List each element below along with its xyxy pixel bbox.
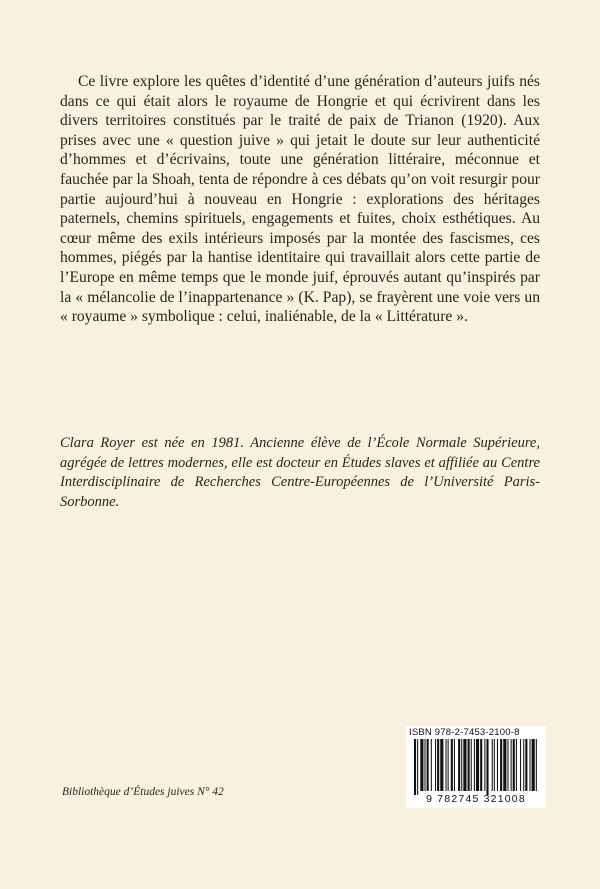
barcode-icon: [406, 739, 546, 795]
author-bio: Clara Royer est née en 1981. Ancienne élève de l’École Normale Supérieure, agrégée de lettres modernes, elle est docteur en Études slaves et affiliée au Centre Interdisciplinaire de Recherches Centre-Européennes de l’Université Paris-Sorbonne.: [60, 435, 540, 510]
isbn-label: ISBN 978-2-7453-2100-8: [409, 727, 520, 738]
barcode-block: [406, 726, 546, 808]
book-blurb: Ce livre explore les quêtes d’identité d’une génération d’auteurs juifs nés dans ce qui était alors le royaume de Hongrie et qui écrivirent dans les divers territoires constitués par le traité de paix de Trianon (1920). Aux prises avec une « question juive » qui jetait le doute sur leur authenticité d’hommes et d’écrivains, toute une génération littéraire, méconnue et fauchée par la Shoah, tenta de répondre à ces débats qu’on voit resurgir pour partie aujourd’hui à nouveau en Hongrie : explorations des héritages paternels, chemins spirituels, engagements et fuites, choix esthétiques. Au cœur même des exils intérieurs imposés par la montée des fascismes, ces hommes, piégés par la hantise identitaire qui travaillait alors cette partie de l’Europe en même temps que le monde juif, éprouvés autant qu’inspirés par la « mélancolie de l’inappartenance » (K. Pap), se frayèrent une voie vers un « royaume » symbolique : celui, inaliénable, de la « Littérature ».: [60, 73, 540, 326]
series-label: Bibliothèque d’Études juives N° 42: [62, 786, 224, 798]
barcode-digits: 9 782745 321008: [426, 793, 526, 805]
